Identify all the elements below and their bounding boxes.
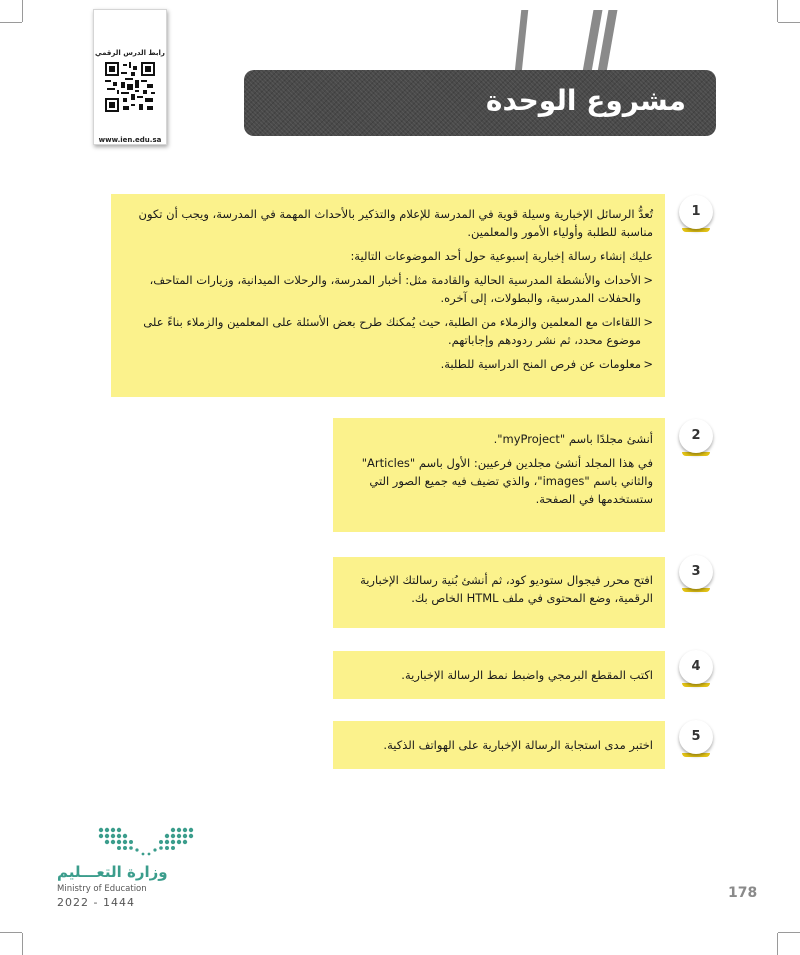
- qr-url: www.ien.edu.sa: [98, 136, 162, 144]
- ministry-logo-icon: [95, 824, 195, 860]
- list-item: < اللقاءات مع المعلمين والزملاء من الطلبة، حيث يُمكنك طرح بعض الأسئلة على المعلمين والزملاء بناءً على موضوع محدد، ثم نشر ردودهم وإجاباتهم.: [123, 313, 653, 349]
- edition-year: 2022 - 1444: [57, 896, 135, 909]
- step-5-box: [333, 721, 665, 769]
- crop-mark: [0, 22, 22, 23]
- ministry-name-english: Ministry of Education: [57, 884, 147, 894]
- step-2-line-1: أنشئ مجلدًا باسم "myProject".: [493, 432, 653, 446]
- title-banner: [244, 70, 716, 136]
- banner-stripe: [515, 10, 529, 72]
- step-number-5: 5: [679, 720, 713, 754]
- page-number: 178: [728, 885, 758, 901]
- crop-mark: [778, 22, 800, 23]
- step-1-instruction: عليك إنشاء رسالة إخبارية إسبوعية حول أحد الموضوعات التالية:: [350, 249, 653, 263]
- crop-mark: [777, 0, 778, 22]
- crop-mark: [777, 933, 778, 955]
- step-5-text: اختبر مدى استجابة الرسالة الإخبارية على الهواتف الذكية.: [383, 738, 653, 752]
- qr-label: رابط الدرس الرقمي: [95, 49, 165, 57]
- crop-mark: [0, 932, 22, 933]
- step-1-intro: تُعدُّ الرسائل الإخبارية وسيلة قوية في المدرسة للإعلام والتذكير بالأحداث المهمة في المدرسة، ويجب أن تكون مناسبة للطلبة وأولياء الأمور والمعلمين.: [138, 207, 653, 239]
- step-1-topics-list: [123, 271, 653, 373]
- step-number-3: 3: [679, 555, 713, 589]
- digital-lesson-qr-card[interactable]: [93, 9, 167, 145]
- step-4-text: اكتب المقطع البرمجي واضبط نمط الرسالة الإخبارية.: [401, 668, 653, 682]
- qr-code-icon[interactable]: [105, 62, 155, 112]
- step-number-2: 2: [679, 419, 713, 453]
- list-item: < الأحداث والأنشطة المدرسية الحالية والقادمة مثل: أخبار المدرسة، والرحلات الميدانية، وزيارات المتاحف، والحفلات المدرسية، والبطولات، إلى آخره.: [123, 271, 653, 307]
- step-3-box: [333, 557, 665, 628]
- list-item: < معلومات عن فرص المنح الدراسية للطلبة.: [123, 355, 653, 373]
- crop-mark: [778, 932, 800, 933]
- step-1-box: [111, 194, 665, 397]
- step-number-4: 4: [679, 650, 713, 684]
- page-title: مشروع الوحدة: [485, 84, 686, 117]
- step-4-box: [333, 651, 665, 699]
- crop-mark: [22, 0, 23, 22]
- crop-mark: [22, 933, 23, 955]
- step-2-line-2: في هذا المجلد أنشئ مجلدين فرعيين: الأول باسم "Articles" والثاني باسم "images"، والذي تضيف فيه جميع الصور التي ستستخدمها في الصفحة.: [361, 456, 653, 506]
- step-number-1: 1: [679, 195, 713, 229]
- ministry-name-arabic: وزارة التعـــليم: [57, 863, 168, 881]
- step-3-text: افتح محرر فيجوال ستوديو كود، ثم أنشئ بُنية رسالتك الإخبارية الرقمية، وضع المحتوى في ملف HTML الخاص بك.: [360, 573, 653, 605]
- step-2-box: [333, 418, 665, 532]
